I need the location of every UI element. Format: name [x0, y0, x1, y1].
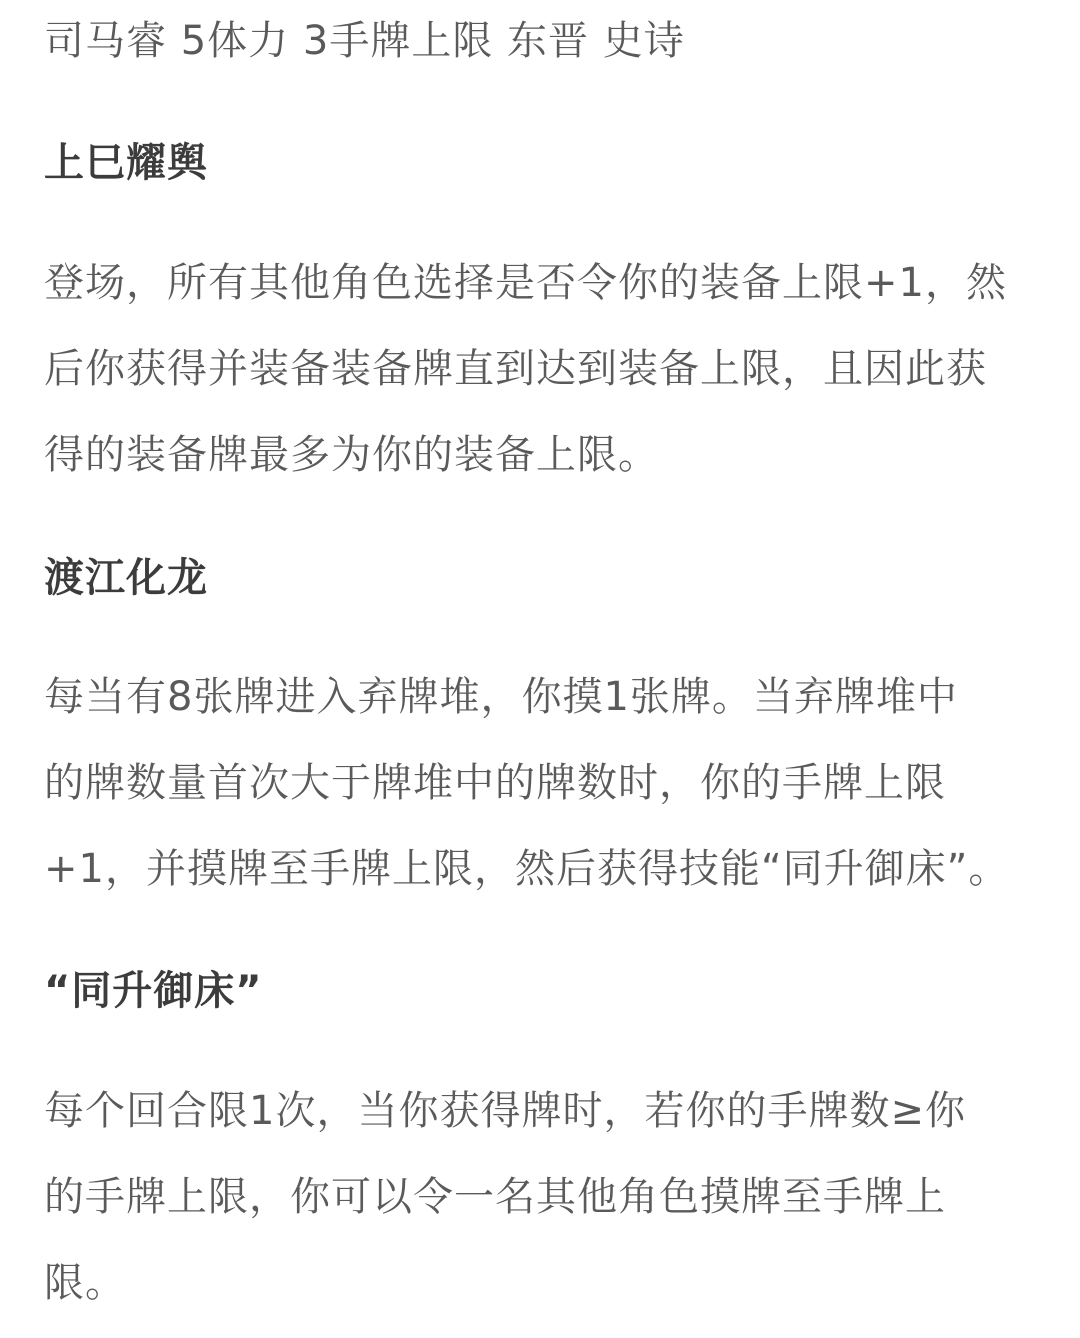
description-line: 的手牌上限，你可以令一名其他角色摸牌至手牌上: [44, 1174, 946, 1220]
description-line: 的牌数量首次大于牌堆中的牌数时，你的手牌上限: [44, 760, 946, 806]
skill-description-shangsi-yaoyu: [44, 240, 1034, 498]
skill-description-dujiang-hualong: [44, 654, 1034, 912]
skill-title-dujiang-hualong: 渡江化龙: [44, 555, 208, 601]
description-line: 得的装备牌最多为你的装备上限。: [44, 432, 659, 478]
skill-title-tongsheng-yuchuang: “同升御床”: [44, 968, 263, 1014]
description-line: 每个回合限1次，当你获得牌时，若你的手牌数≥你: [44, 1088, 966, 1134]
description-line: 每当有8张牌进入弃牌堆，你摸1张牌。当弃牌堆中: [44, 674, 958, 720]
description-line: 限。: [44, 1260, 126, 1306]
description-line: 登场，所有其他角色选择是否令你的装备上限+1，然: [44, 260, 1007, 306]
skill-title-shangsi-yaoyu: 上巳耀舆: [44, 140, 208, 186]
character-summary: 司马睿 5体力 3手牌上限 东晋 史诗: [44, 18, 685, 64]
description-line: 后你获得并装备装备牌直到达到装备上限，且因此获: [44, 346, 987, 392]
description-line: +1，并摸牌至手牌上限，然后获得技能“同升御床”。: [44, 846, 1010, 892]
skill-description-tongsheng-yuchuang: [44, 1068, 1034, 1326]
